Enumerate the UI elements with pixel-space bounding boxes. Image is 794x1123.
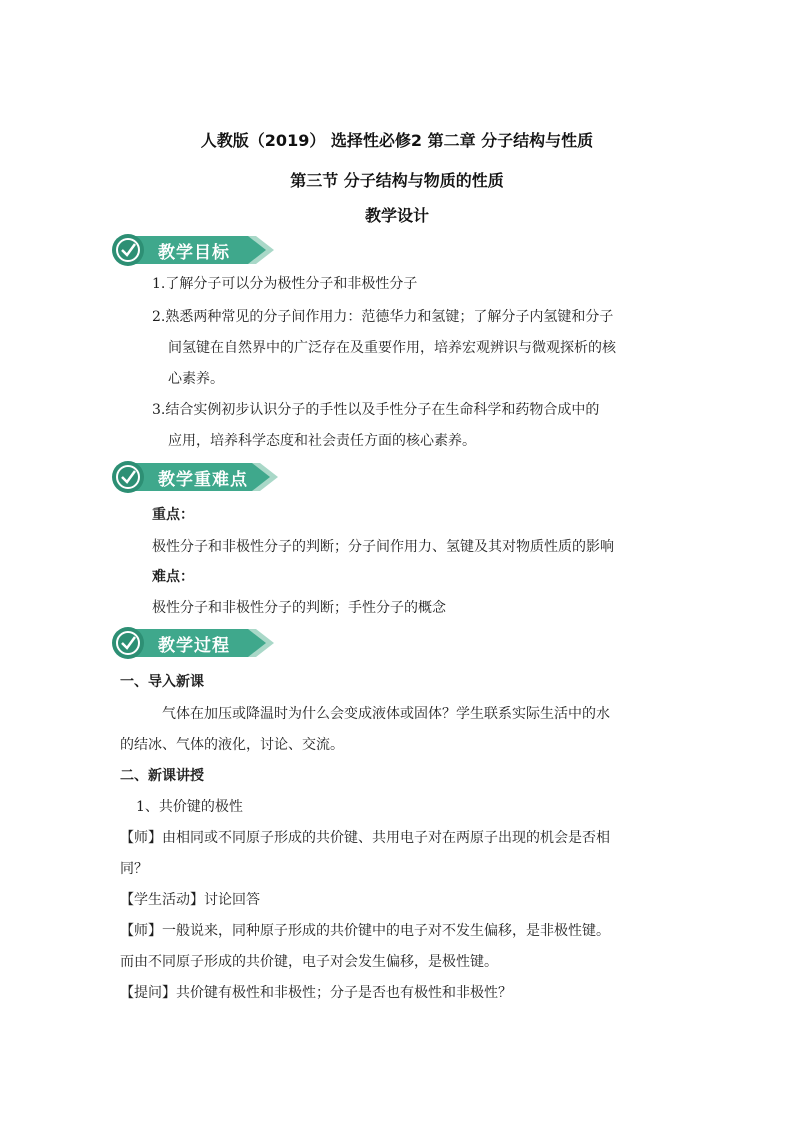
dialog-line-6: 【提问】共价键有极性和非极性；分子是否也有极性和非极性？ (120, 985, 512, 1001)
objective-item-3-line-1: 3.结合实例初步认识分子的手性以及手性分子在生命科学和药物合成中的 (152, 402, 600, 418)
part2-heading: 二、新课讲授 (120, 768, 204, 784)
objective-item-2-line-3: 心素养。 (168, 371, 224, 387)
dialog-line-5: 而由不同原子形成的共价键，电子对会发生偏移，是极性键。 (120, 954, 498, 970)
difficult-text: 极性分子和非极性分子的判断；手性分子的概念 (152, 600, 446, 616)
objective-item-3-line-2: 应用，培养科学态度和社会责任方面的核心素养。 (168, 433, 476, 449)
document-subtitle: 教学设计 (364, 206, 429, 225)
check-icon (112, 234, 144, 266)
dialog-line-1: 【师】由相同或不同原子形成的共价键、共用电子对在两原子出现的机会是否相 (120, 830, 610, 846)
objective-item-2-line-2: 间氢键在自然界中的广泛存在及重要作用，培养宏观辨识与微观探析的核 (168, 340, 616, 356)
banner-label: 教学过程 (158, 636, 230, 656)
banner-objectives (108, 232, 280, 268)
subsection-1: 1、共价键的极性 (136, 799, 243, 815)
section-title: 第三节 分子结构与物质的性质 (290, 171, 504, 190)
dialog-line-3: 【学生活动】讨论回答 (120, 892, 260, 908)
dialog-line-4: 【师】一般说来，同种原子形成的共价键中的电子对不发生偏移，是非极性键。 (120, 923, 610, 939)
key-label: 重点： (152, 507, 194, 523)
document-title: 人教版（2019） 选择性必修2 第二章 分子结构与性质 (200, 131, 594, 150)
banner-process (108, 625, 280, 661)
objective-item-2-line-1: 2.熟悉两种常见的分子间作用力：范德华力和氢键；了解分子内氢键和分子 (152, 309, 614, 325)
part1-line-1: 气体在加压或降温时为什么会变成液体或固体？学生联系实际生活中的水 (162, 706, 610, 722)
key-text: 极性分子和非极性分子的判断；分子间作用力、氢键及其对物质性质的影响 (152, 539, 614, 555)
dialog-line-2: 同？ (120, 861, 148, 877)
difficult-label: 难点： (152, 569, 194, 585)
check-icon (112, 461, 144, 493)
banner-label: 教学目标 (158, 243, 230, 263)
banner-label: 教学重难点 (158, 470, 248, 490)
check-icon (112, 627, 144, 659)
objective-item-1: 1.了解分子可以分为极性分子和非极性分子 (152, 276, 418, 292)
part1-heading: 一、导入新课 (120, 674, 204, 690)
banner-keypoints (108, 459, 284, 495)
part1-line-2: 的结冰、气体的液化，讨论、交流。 (120, 737, 344, 753)
